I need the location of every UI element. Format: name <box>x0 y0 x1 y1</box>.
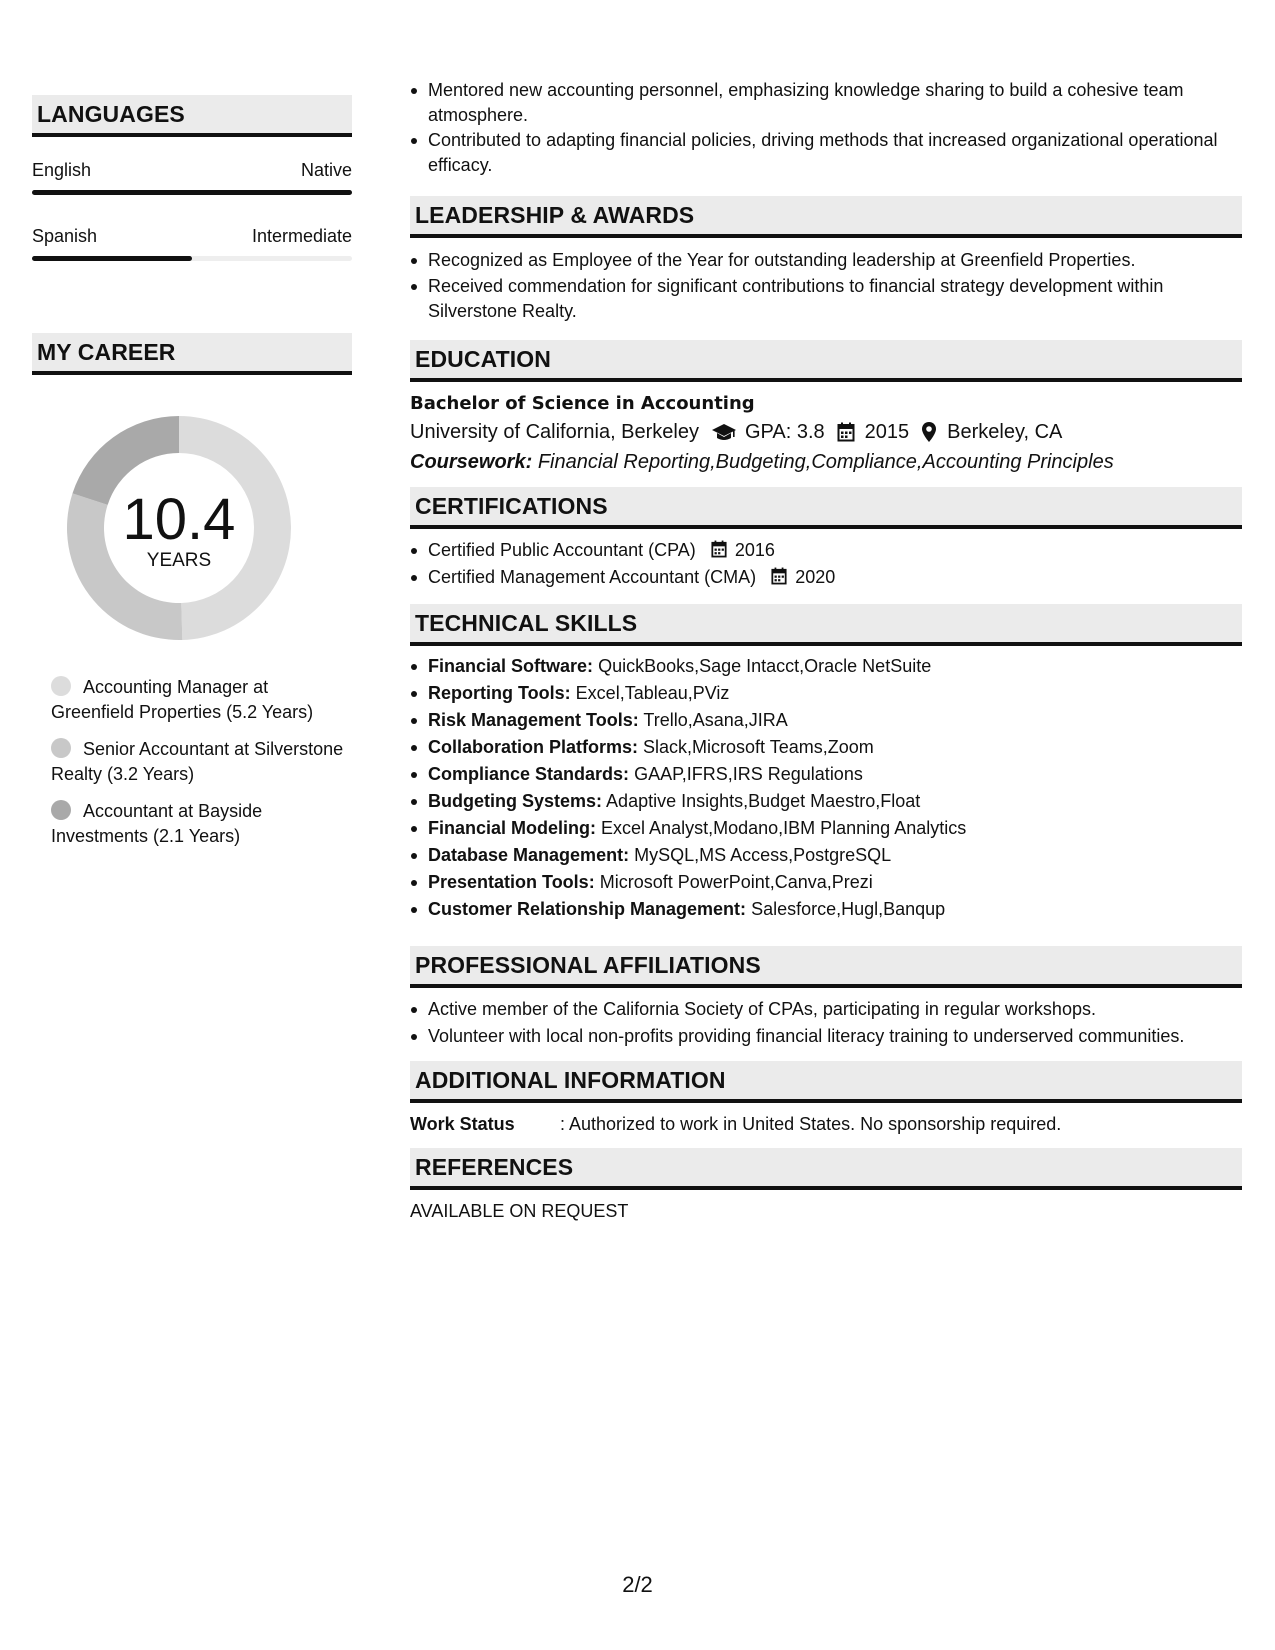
experience-bullets <box>410 78 1242 178</box>
coursework-list: Financial Reporting,Budgeting,Compliance,Accounting Principles <box>537 451 1114 473</box>
list-item <box>410 735 1242 760</box>
skill-value: QuickBooks,Sage Intacct,Oracle NetSuite <box>598 656 932 676</box>
career-donut-chart <box>66 415 292 641</box>
language-item <box>32 225 352 261</box>
skill-label: Financial Modeling: <box>428 818 597 838</box>
list-item <box>410 681 1242 706</box>
certification-name: Certified Public Accountant (CPA) <box>428 540 696 560</box>
language-item <box>32 159 352 195</box>
list-item <box>410 789 1242 814</box>
map-pin-icon <box>921 421 937 443</box>
list-item <box>410 897 1242 922</box>
skills-heading: TECHNICAL SKILLS <box>410 604 1242 646</box>
page-number: 2/2 <box>622 1572 653 1597</box>
language-bar-fill <box>32 256 192 261</box>
skill-label: Compliance Standards: <box>428 764 630 784</box>
skill-label: Budgeting Systems: <box>428 791 603 811</box>
list-item <box>410 708 1242 733</box>
list-item <box>410 762 1242 787</box>
references-heading: REFERENCES <box>410 1148 1242 1190</box>
skill-value: Excel,Tableau,PViz <box>575 683 730 703</box>
skill-value: Trello,Asana,JIRA <box>643 710 788 730</box>
skill-label: Reporting Tools: <box>428 683 571 703</box>
work-status-label: Work Status <box>410 1114 515 1134</box>
skill-label: Database Management: <box>428 845 630 865</box>
graduation-cap-icon <box>711 422 737 442</box>
language-level: Intermediate <box>251 226 352 246</box>
list-item: Mentored new accounting personnel, emphasizing knowledge sharing to build a cohesive team atmosphere. <box>410 78 1242 128</box>
skill-value: Adaptive Insights,Budget Maestro,Float <box>606 791 921 811</box>
career-legend <box>32 675 352 849</box>
career-legend-item <box>32 799 352 849</box>
coursework-label: Coursework: <box>410 451 533 473</box>
language-bar-fill <box>32 190 352 195</box>
language-bar <box>32 256 352 261</box>
certification-name: Certified Management Accountant (CMA) <box>428 567 757 587</box>
leadership-section <box>410 196 1242 324</box>
leadership-list <box>410 248 1242 324</box>
references-section <box>410 1148 1242 1223</box>
career-legend-item <box>32 675 352 725</box>
career-label: Senior Accountant at Silverstone Realty (3.2 Years) <box>51 739 344 784</box>
education-heading: EDUCATION <box>410 340 1242 382</box>
certifications-list <box>410 538 1242 590</box>
career-total-years: 10.4 <box>122 487 236 552</box>
calendar-icon <box>711 540 727 558</box>
career-total-unit: YEARS <box>146 550 212 571</box>
legend-dot <box>51 738 71 758</box>
skills-list <box>410 654 1242 922</box>
list-item: Received commendation for significant contributions to financial strategy development within Silverstone Realty. <box>410 274 1242 324</box>
skill-label: Collaboration Platforms: <box>428 737 639 757</box>
skill-label: Customer Relationship Management: <box>428 899 747 919</box>
references-text: AVAILABLE ON REQUEST <box>410 1201 629 1221</box>
career-label: Accountant at Bayside Investments (2.1 Years) <box>51 801 263 846</box>
leadership-heading: LEADERSHIP & AWARDS <box>410 196 1242 238</box>
education-location: Berkeley, CA <box>947 421 1063 443</box>
career-heading: MY CAREER <box>32 333 352 375</box>
legend-dot <box>51 800 71 820</box>
skill-value: MySQL,MS Access,PostgreSQL <box>634 845 892 865</box>
list-item <box>410 843 1242 868</box>
affiliations-heading: PROFESSIONAL AFFILIATIONS <box>410 946 1242 988</box>
certifications-section <box>410 487 1242 590</box>
career-label: Accounting Manager at Greenfield Properties (5.2 Years) <box>51 677 314 722</box>
education-details <box>410 417 1242 447</box>
certifications-heading: CERTIFICATIONS <box>410 487 1242 529</box>
skill-value: GAAP,IFRS,IRS Regulations <box>634 764 863 784</box>
career-legend-item <box>32 737 352 787</box>
list-item: Active member of the California Society of CPAs, participating in regular workshops. <box>410 997 1242 1022</box>
skill-value: Microsoft PowerPoint,Canva,Prezi <box>599 872 873 892</box>
legend-dot <box>51 676 71 696</box>
calendar-icon <box>837 422 855 442</box>
graduation-year: 2015 <box>864 421 910 443</box>
additional-info-section <box>410 1061 1242 1136</box>
languages-heading: LANGUAGES <box>32 95 352 137</box>
school-name: University of California, Berkeley <box>410 421 699 443</box>
left-column <box>32 95 352 861</box>
work-status-value: : Authorized to work in United States. No sponsorship required. <box>560 1114 1062 1134</box>
gpa: GPA: 3.8 <box>745 421 825 443</box>
list-item <box>410 870 1242 895</box>
certification-year: 2020 <box>795 567 836 587</box>
language-level: Native <box>300 160 352 180</box>
coursework <box>410 447 1242 477</box>
calendar-icon <box>771 567 787 585</box>
language-name: English <box>32 160 92 180</box>
additional-info-heading: ADDITIONAL INFORMATION <box>410 1061 1242 1103</box>
language-name: Spanish <box>32 226 98 246</box>
degree-title: Bachelor of Science in Accounting <box>410 393 755 414</box>
list-item <box>410 816 1242 841</box>
skill-value: Slack,Microsoft Teams,Zoom <box>643 737 874 757</box>
education-section <box>410 340 1242 477</box>
list-item: Volunteer with local non-profits providing financial literacy training to underserved communities. <box>410 1024 1242 1049</box>
skills-section <box>410 604 1242 922</box>
work-status-row <box>410 1112 1242 1136</box>
skill-label: Financial Software: <box>428 656 594 676</box>
list-item <box>410 538 1242 563</box>
skill-label: Presentation Tools: <box>428 872 595 892</box>
list-item <box>410 565 1242 590</box>
skill-value: Excel Analyst,Modano,IBM Planning Analytics <box>601 818 967 838</box>
skill-value: Salesforce,Hugl,Banqup <box>751 899 946 919</box>
skill-label: Risk Management Tools: <box>428 710 639 730</box>
affiliations-list <box>410 997 1242 1049</box>
list-item: Contributed to adapting financial policies, driving methods that increased organizational operational efficacy. <box>410 128 1242 178</box>
affiliations-section <box>410 946 1242 1049</box>
certification-year: 2016 <box>734 540 775 560</box>
list-item: Recognized as Employee of the Year for outstanding leadership at Greenfield Properties. <box>410 248 1242 273</box>
language-bar <box>32 190 352 195</box>
list-item <box>410 654 1242 679</box>
